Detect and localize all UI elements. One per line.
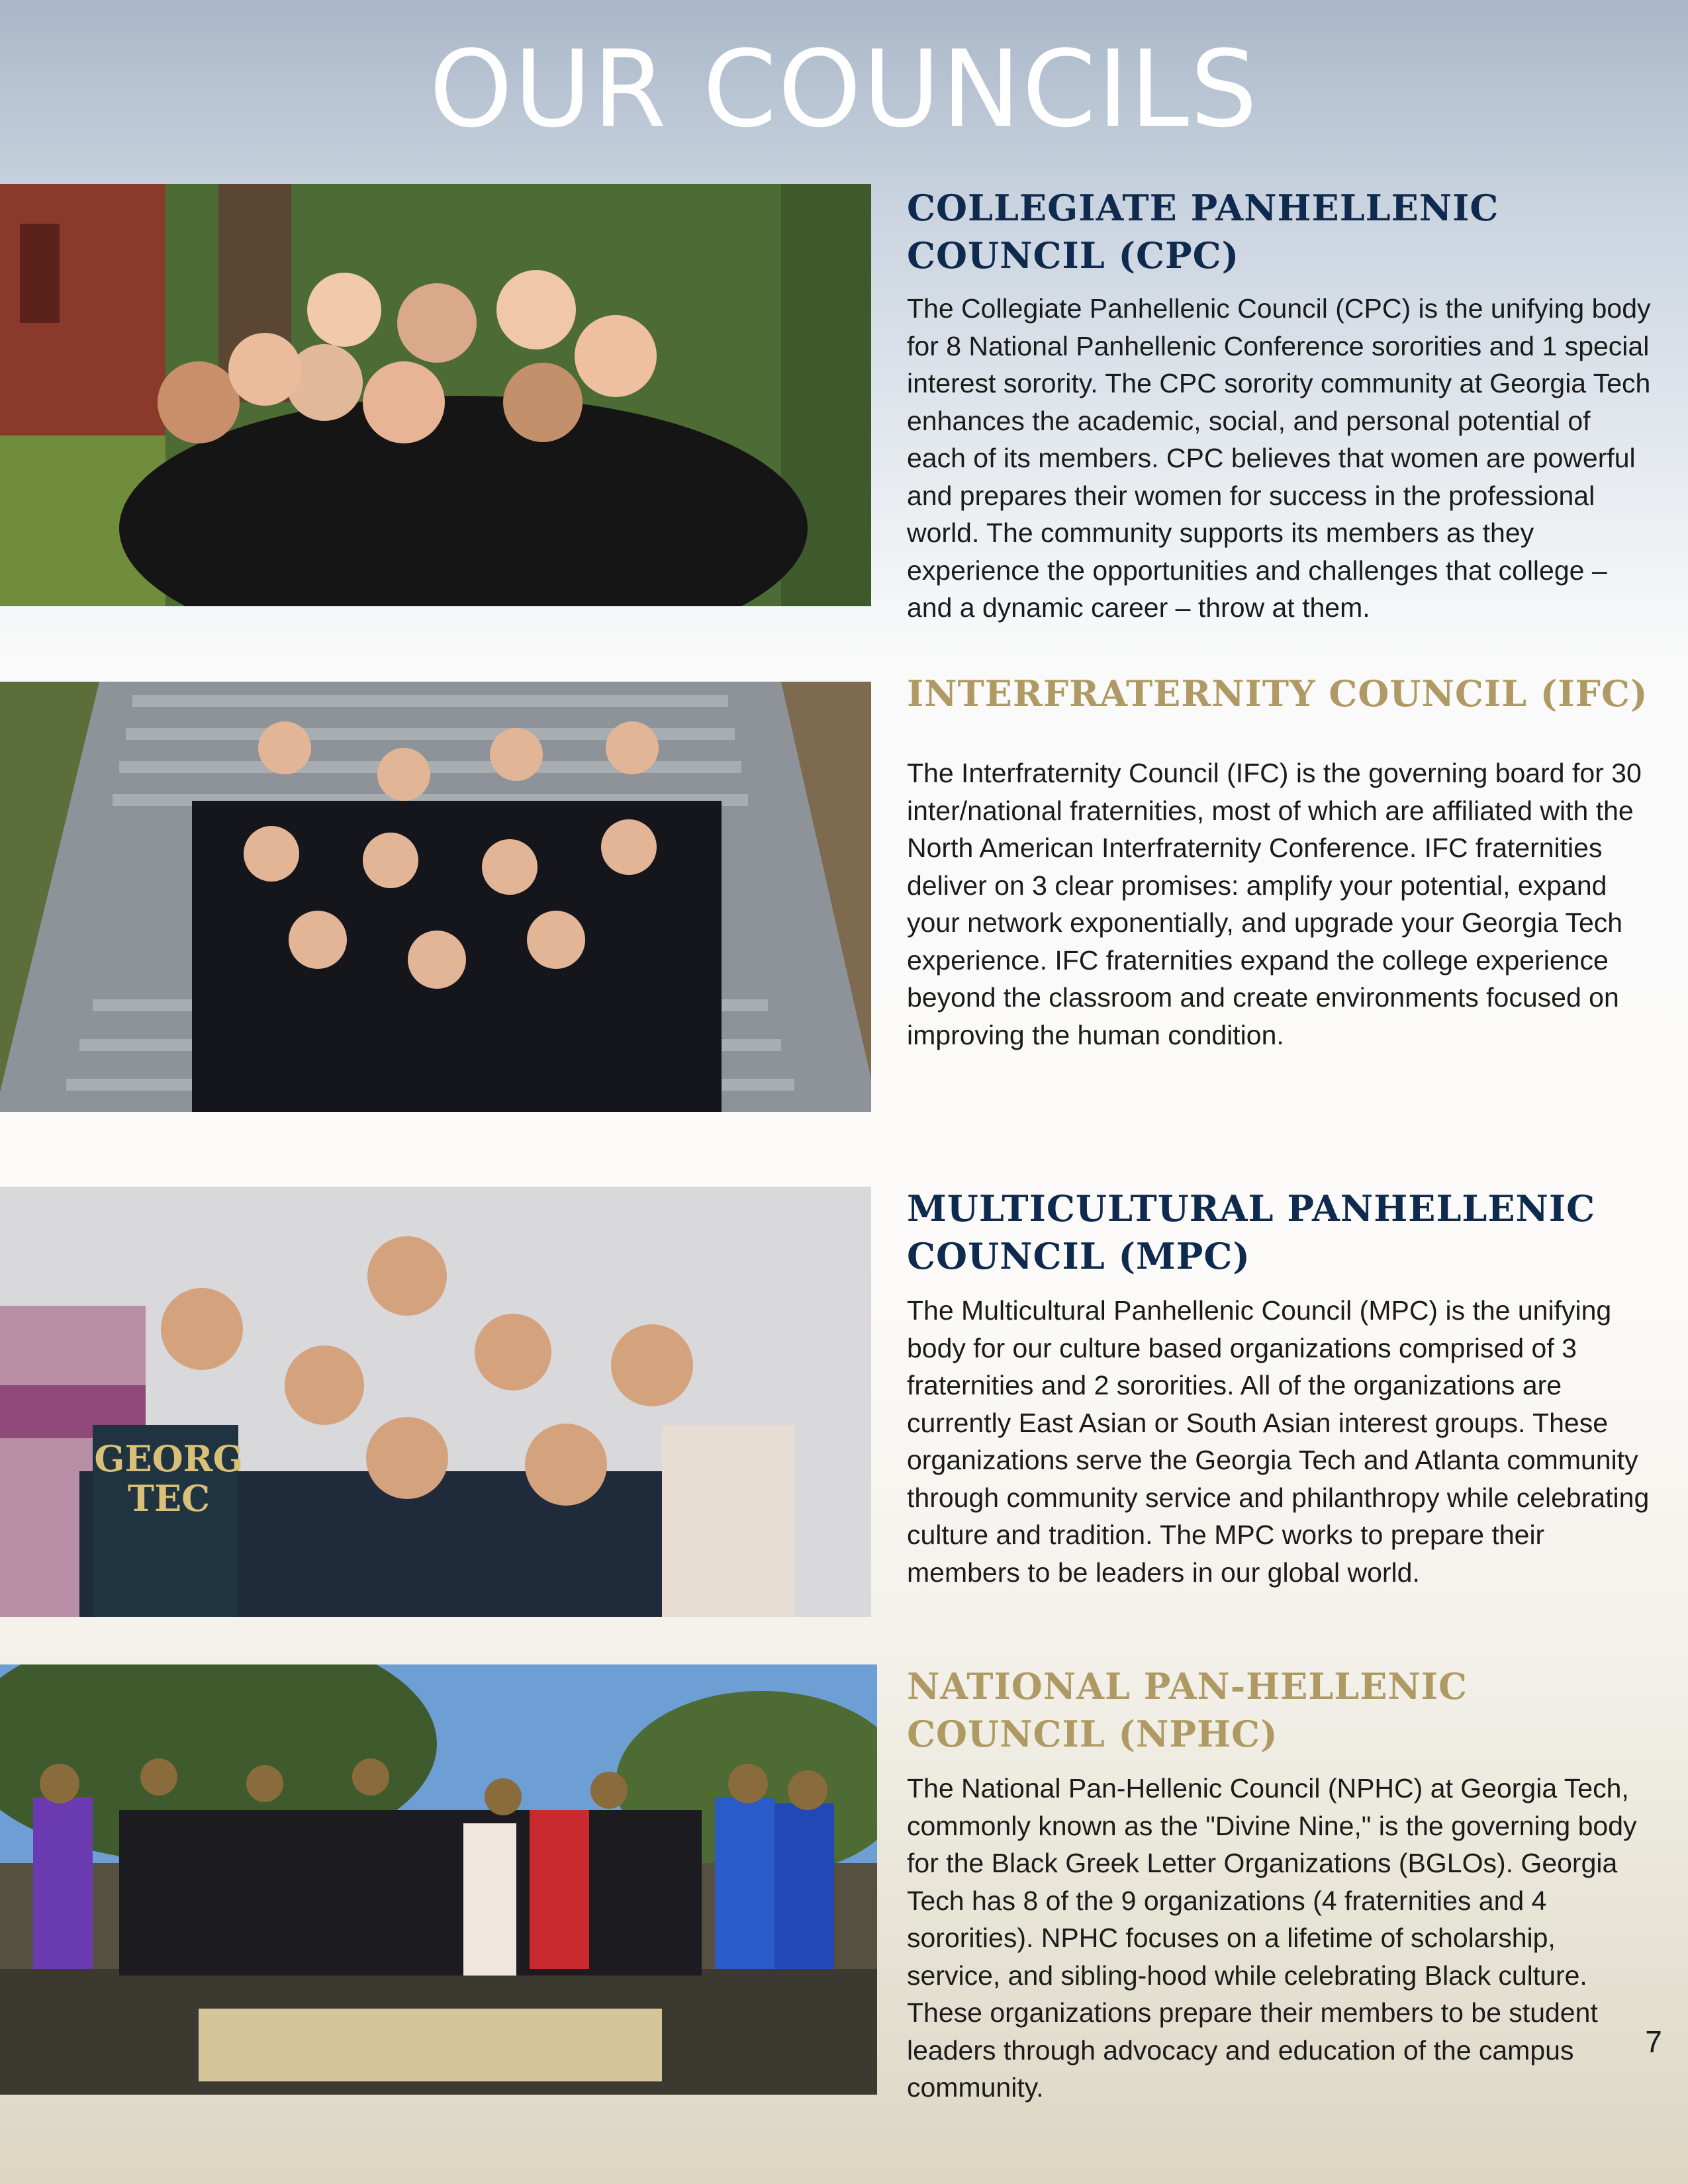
page-number: 7 [1645, 2025, 1662, 2059]
sweatshirt-text-tech: TEC [127, 1477, 211, 1520]
sweatshirt-text-georgia: GEORG [94, 1437, 244, 1480]
cpc-heading: COLLEGIATE PANHELLENIC COUNCIL (CPC) [907, 187, 1499, 277]
ifc-description: The Interfraternity Council (IFC) is the governing board for 30 inter/national fraternities, most of which are affiliated with the North American Interfraternity Conference. IFC fraternities deliver on 3 clear promises: amplify your potential, expand your network exponentially, and upgrade your Georgia Tech experience. IFC fraternities expand the college experience beyond the classroom and create environments focused on improving the human condition. [907, 758, 1642, 1050]
nphc-heading: NATIONAL PAN-HELLENIC COUNCIL (NPHC) [907, 1665, 1468, 1755]
page-title: OUR COUNCILS [429, 27, 1259, 151]
cpc-description: The Collegiate Panhellenic Council (CPC) is the unifying body for 8 National Panhellenic Conference sororities and 1 special interest sorority. The CPC sorority community at Georgia Tech enhances the academic, social, and personal potential of each of its members. CPC believes that women are powerful and prepares their women for success in the professional world. The community supports its members as they experience the opportunities and challenges that college – and a dynamic career – throw at them. [907, 293, 1651, 623]
ifc-group-photo [0, 682, 871, 1112]
ifc-heading: INTERFRATERNITY COUNCIL (IFC) [907, 672, 1648, 715]
nphc-group-photo [0, 1664, 877, 2095]
nphc-description: The National Pan-Hellenic Council (NPHC) at Georgia Tech, commonly known as the "Divine Nine," is the governing body for the Black Greek Letter Organizations (BGLOs). Georgia Tech has 8 of the 9 organizations (4 fraternities and 4 sororities). NPHC focuses on a lifetime of scholarship, service, and sibling-hood while celebrating Black culture. These organizations prepare their members to be student leaders through advocacy and education of the campus community. [907, 1773, 1637, 2103]
mpc-heading: MULTICULTURAL PANHELLENIC COUNCIL (MPC) [907, 1187, 1596, 1277]
cpc-group-photo [0, 184, 871, 606]
mpc-group-photo [0, 1187, 871, 1617]
mpc-description: The Multicultural Panhellenic Council (MPC) is the unifying body for our culture based organizations comprised of 3 fraternities and 2 sororities. All of the organizations are currently East Asian or South Asian interest groups. These organizations serve the Georgia Tech and Atlanta community through community service and philanthropy while celebrating culture and tradition. The MPC works to prepare their members to be leaders in our global world. [907, 1295, 1650, 1588]
